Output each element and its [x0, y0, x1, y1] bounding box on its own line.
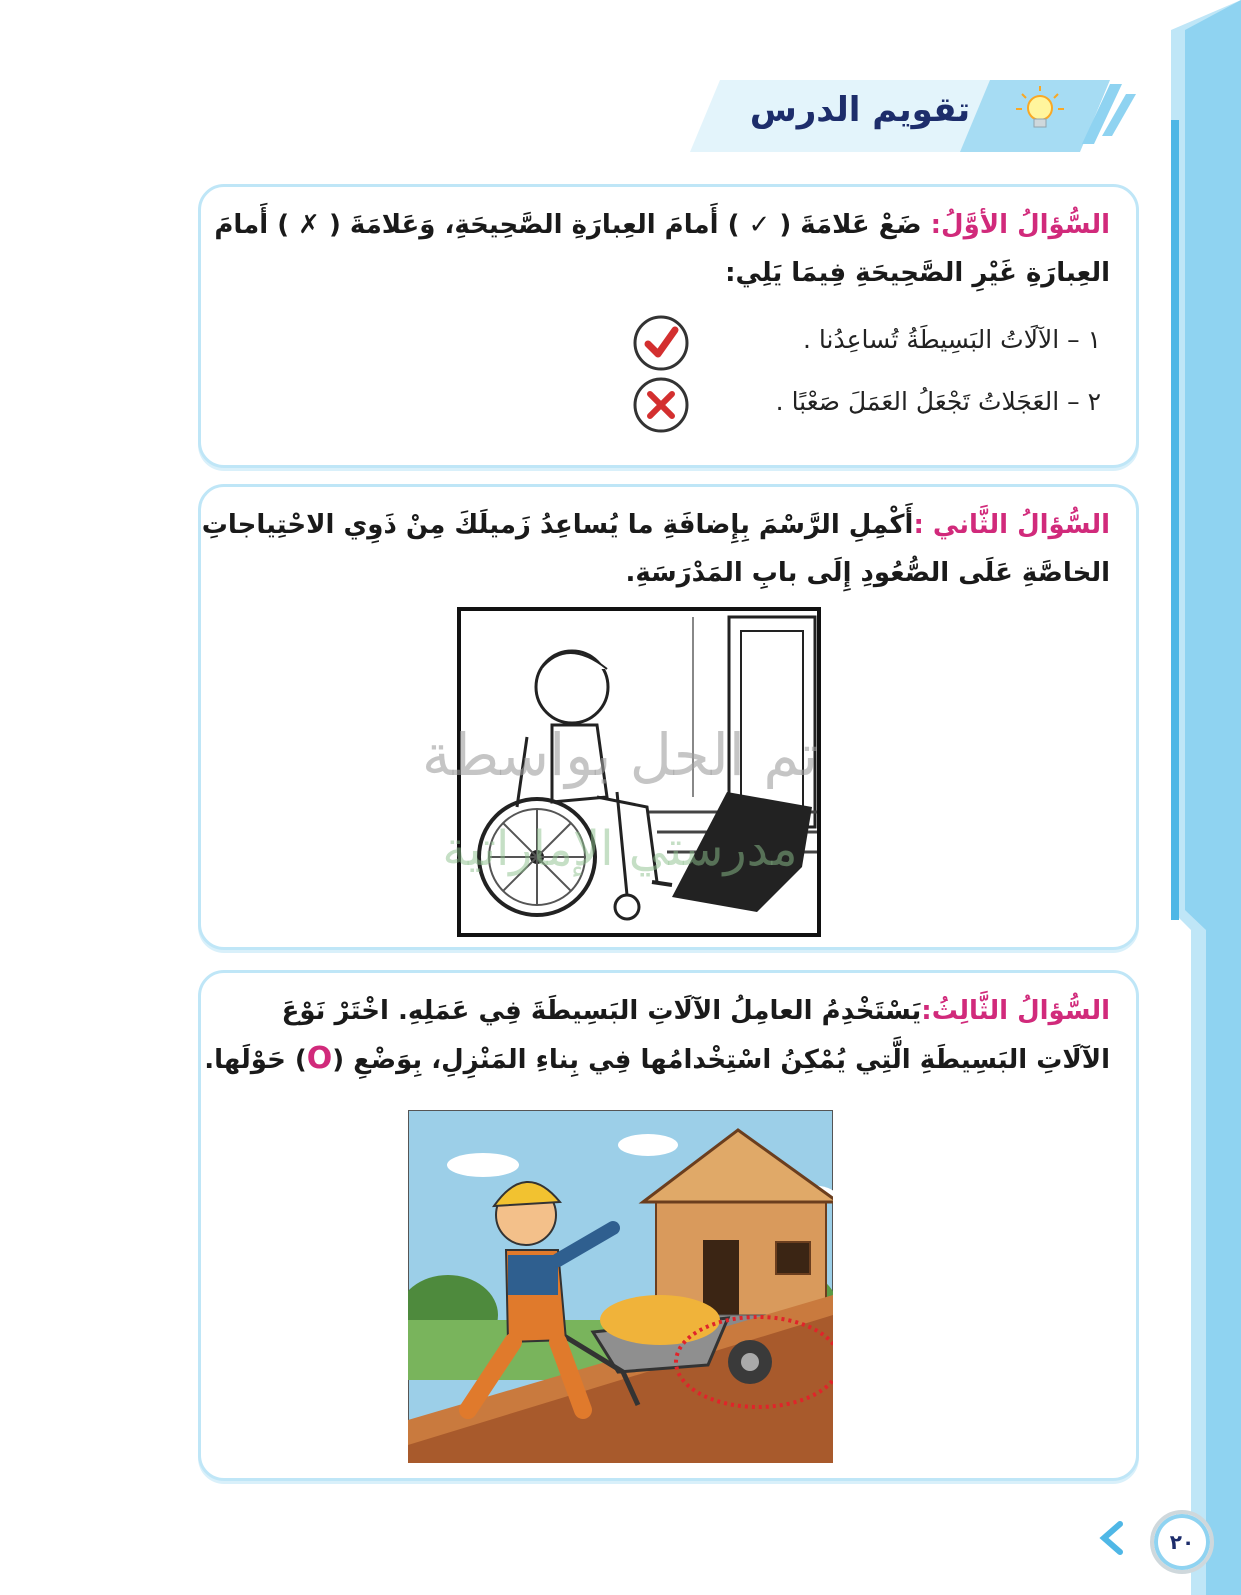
check-mark-icon[interactable]	[633, 315, 689, 371]
side-band	[1171, 0, 1241, 1595]
question-1-item-2: ٢ – العَجَلاتُ تَجْعَلُ العَمَلَ صَعْبًا .	[775, 387, 1101, 416]
question-2-text: السُّؤالُ الثَّاني :أَكْمِلِ الرَّسْمَ بِإِضافَةِ ما يُساعِدُ زَميلَكَ مِنْ ذَوِي الاحْتِياجاتِ الخاصَّةِ عَلَى الصُّعُودِ إِلَى بابِ المَدْرَسَةِ.	[201, 510, 1110, 588]
prev-page-arrow-icon[interactable]	[1098, 1518, 1124, 1558]
question-1-card	[198, 184, 1139, 468]
question-2-label: السُّؤالُ الثَّاني :	[913, 510, 1110, 540]
circle-symbol: O	[306, 1041, 333, 1076]
page-number: ٢٠	[1150, 1510, 1214, 1574]
lightbulb-icon	[1010, 82, 1070, 142]
watermark-line-1: تم الحل بواسطة	[421, 721, 819, 789]
question-2-card	[198, 484, 1139, 950]
question-1-label: السُّؤالُ الأوَّلُ:	[930, 210, 1110, 240]
page-title: تقويم الدرس	[749, 90, 971, 130]
question-3-label: السُّؤالُ الثَّالِثُ:	[921, 996, 1110, 1026]
question-3-text: السُّؤالُ الثَّالِثُ:يَسْتَخْدِمُ العامِلُ الآلَاتِ البَسِيطَةَ فِي عَمَلِهِ. اخْتَرْ نَوْعَ الآلَاتِ البَسِيطَةِ الَّتِي يُمْكِنُ اسْتِخْدامُها فِي بِناءِ المَنْزِلِ، بِوَضْعِ (O) حَوْلَها.	[204, 996, 1110, 1076]
question-1-text: السُّؤالُ الأوَّلُ: ضَعْ عَلامَةَ ( ✓ ) أَمامَ العِبارَةِ الصَّحِيحَةِ، وَعَلامَةَ ( ✗ ) أَمامَ العِبارَةِ غَيْرِ الصَّحِيحَةِ فِيمَا يَلِي:	[214, 210, 1110, 288]
watermark-line-2: مدرستي الإماراتية	[442, 821, 798, 877]
worker-wheelbarrow-illustration	[408, 1110, 833, 1463]
question-1-item-1: ١ – الآلَاتُ البَسِيطَةُ تُساعِدُنا .	[803, 325, 1101, 354]
wheelchair-ramp-drawing	[457, 607, 821, 937]
cross-mark-icon[interactable]	[633, 377, 689, 433]
lesson-evaluation-header	[690, 72, 1140, 156]
question-3-card	[198, 970, 1139, 1481]
